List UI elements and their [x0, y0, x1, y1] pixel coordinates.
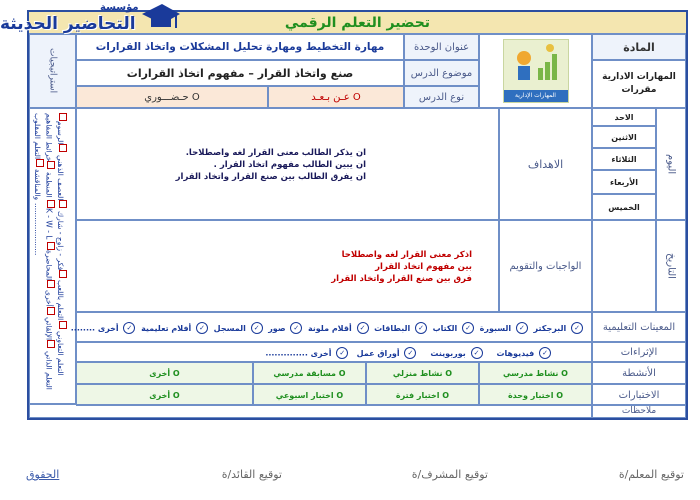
activity-home[interactable]: نشاط منزلي O	[366, 362, 479, 384]
teacher-signature: توقيع المعلم/ة	[618, 468, 684, 481]
test-other[interactable]: أخرى O	[76, 384, 253, 406]
aid-item[interactable]: ✓ الكتاب	[433, 324, 475, 333]
strategy-item[interactable]: العصف الذهني	[56, 155, 65, 208]
aid-item[interactable]: ✓ المسجل	[214, 324, 263, 333]
test-term[interactable]: اختبار فترة O	[366, 384, 479, 406]
activities-label-cell: الأنشطة	[592, 362, 686, 384]
strategy-item[interactable]: أخرى	[45, 290, 54, 315]
lesson-type-remote[interactable]: عـن بـعـد O	[268, 86, 404, 108]
logo	[0, 2, 185, 40]
aids-label-cell: المعينات التعليمية	[592, 312, 686, 342]
logo-brand: مؤسسة	[100, 2, 139, 13]
objective-line: ان يفرق الطالب بين صنع القرار واتخاد القرار	[175, 172, 366, 182]
homework-content-cell	[76, 220, 499, 312]
strategy-item[interactable]: خرائط المفاهيم	[45, 113, 54, 169]
enrichment-item[interactable]: ✓ أخرى	[311, 349, 349, 358]
aid-item[interactable]: ✓ صور	[268, 324, 302, 333]
strategy-item[interactable]: الإلقائي	[45, 317, 54, 348]
graduation-cap-icon	[140, 2, 182, 32]
objectives-content-cell	[76, 108, 499, 220]
objective-line: ان يذكر الطالب معنى القرار لغه واصطلاحا.	[185, 148, 366, 158]
aid-item[interactable]: ✓ البرجكتر	[534, 324, 583, 333]
page-title: تحضير التعلم الرقمي	[284, 14, 431, 31]
aid-item[interactable]: ✓ أقلام ملونة	[308, 324, 369, 333]
lesson-plan-sheet	[27, 10, 688, 420]
enrichment-item[interactable]: ✓ فيديوهات	[496, 349, 551, 358]
notes-content-cell[interactable]	[29, 404, 592, 418]
notes-label-cell: ملاحظات	[592, 404, 686, 418]
day-wednesday[interactable]: الأربعاء	[592, 170, 656, 194]
homework-label-cell: الواجبات والتقويم	[499, 220, 592, 312]
aid-item[interactable]: ✓ أخرى	[98, 324, 136, 333]
date-label-cell: التاريخ	[656, 220, 686, 312]
strategy-item[interactable]: فكر - زاوج - شارك	[56, 211, 65, 278]
aid-dots: ........	[70, 323, 96, 333]
supervisor-signature: توقيع المشرف/ة	[411, 468, 488, 481]
subject-image-cell	[479, 34, 592, 108]
enrichment-dots: ..............	[265, 348, 308, 358]
aid-item[interactable]: ✓ البطاقات	[374, 324, 427, 333]
day-tuesday[interactable]: الثلاثاء	[592, 148, 656, 170]
lesson-type-label-cell: نوع الدرس	[404, 86, 479, 108]
day-sunday[interactable]: الاحد	[592, 108, 656, 126]
strategy-item[interactable]: التعلم التعاوني	[56, 113, 65, 376]
strategy-dots: ......................	[33, 202, 42, 256]
homework-line: بين مفهوم اتخاد القرار	[375, 262, 472, 272]
subject-image-caption: المهارات الإدارية	[504, 90, 568, 102]
unit-label-cell: عنوان الوحدة	[404, 34, 479, 60]
homework-line: اذكر معنى القرار لغه واصطلاحا	[341, 250, 472, 260]
day-thursday[interactable]: الخميس	[592, 194, 656, 220]
date-value-cell[interactable]	[592, 220, 656, 312]
lesson-label-cell: موضوع الدرس	[404, 60, 479, 86]
lesson-type-inperson[interactable]: حـضـــوري O	[76, 86, 268, 108]
strategy-item[interactable]: المحاضرة والمناقشة	[33, 169, 54, 287]
enrichment-item[interactable]: ✓ أوراق عمل	[357, 349, 417, 358]
activity-other[interactable]: أخرى O	[76, 362, 253, 384]
unit-value-cell: مهارة التخطيط ومهارة تحليل المشكلات واتخاذ القرارات	[76, 34, 404, 60]
subject-image	[503, 39, 569, 103]
enrichment-label-cell: الإثراءات	[592, 342, 686, 362]
strategy-item[interactable]: الرسوم المنظمة	[44, 121, 65, 198]
leader-signature: توقيع القائد/ة	[221, 468, 282, 481]
subject-value-cell: المهارات الادارية مقررات	[592, 60, 686, 108]
aid-item[interactable]: ✓ السبورة	[480, 324, 528, 333]
strategy-item[interactable]: التعلم المقلوب	[33, 113, 42, 167]
objective-line: ان يبين الطالب مفهوم اتخاد القرار .	[213, 160, 366, 170]
footer	[0, 468, 700, 488]
strategy-item[interactable]: التعلم الذاتي	[45, 242, 54, 390]
objectives-label-cell: الاهداف	[499, 108, 592, 220]
strategy-item[interactable]: K - W - L	[45, 200, 54, 239]
aid-item[interactable]: ✓ أفلام تعليمية	[141, 324, 208, 333]
tests-label-cell: الاختبارات	[592, 384, 686, 406]
aids-content-cell	[70, 312, 592, 342]
activity-school[interactable]: نشاط مدرسي O	[479, 362, 592, 384]
enrichment-item[interactable]: ✓ بوربوينت	[430, 349, 482, 358]
strategies-list	[29, 108, 76, 404]
strategies-label: استراتيجيات	[47, 48, 58, 94]
logo-text: التحاضير الحديثة	[0, 14, 136, 34]
subject-label-cell: المادة	[592, 34, 686, 60]
rights-link[interactable]: الحقوق	[26, 468, 60, 481]
test-unit[interactable]: اختبار وحدة O	[479, 384, 592, 406]
homework-line: فرق بين صنع القرار واتخاد القرار	[331, 274, 472, 284]
day-label-cell: اليوم	[656, 108, 686, 220]
strategy-item[interactable]: التعلم باللعب	[56, 280, 65, 328]
day-monday[interactable]: الاثنين	[592, 126, 656, 148]
management-skills-icon	[504, 40, 566, 88]
test-weekly[interactable]: اختبار اسبوعي O	[253, 384, 366, 406]
enrichment-content-cell	[76, 342, 592, 362]
activity-competition[interactable]: مسابقة مدرسي O	[253, 362, 366, 384]
lesson-value-cell: صنع واتخاذ القرار – مفهوم اتخاذ القرارات	[76, 60, 404, 86]
